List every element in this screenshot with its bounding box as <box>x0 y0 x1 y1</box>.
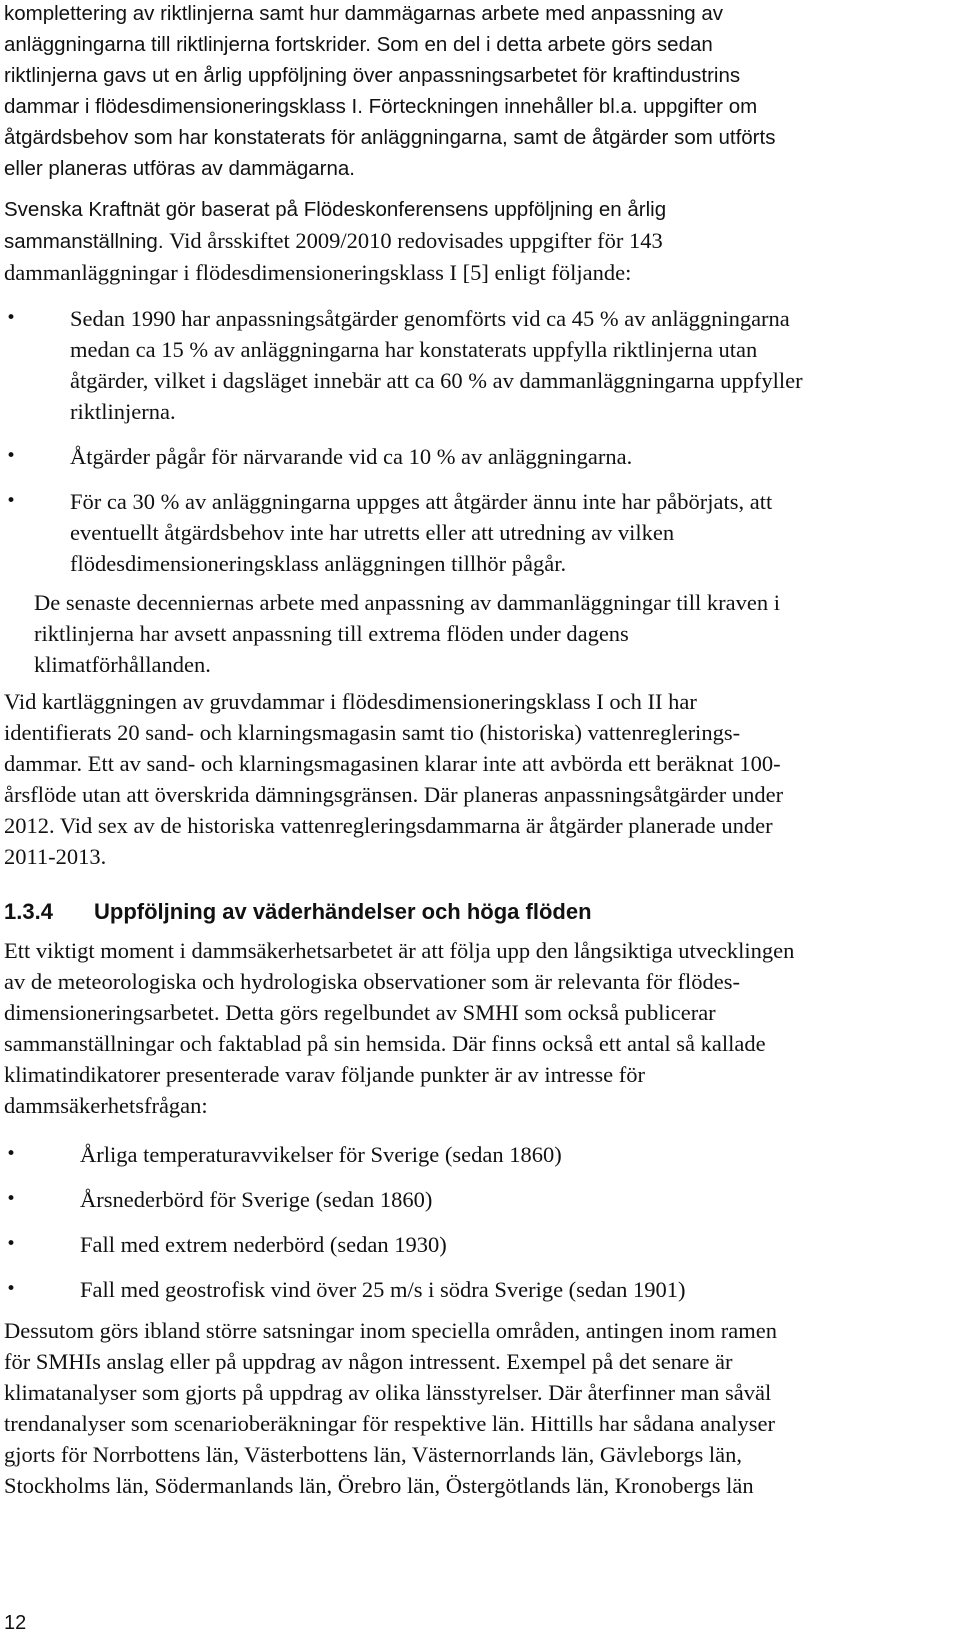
section-heading <box>4 896 934 927</box>
bullet-icon: • <box>6 308 17 328</box>
list-item <box>4 1184 934 1215</box>
text-line: eventuellt åtgärdsbehov inte har utretts eller att utredning av vilken <box>70 520 675 545</box>
text-line: gjorts för Norrbottens län, Västerbottens län, Västernorrlands län, Gävleborgs län, <box>4 1442 742 1467</box>
list-item <box>4 1274 934 1305</box>
text-line: riktlinjerna gavs ut en årlig uppföljning över anpassningsarbetet för kraftindustrins <box>4 64 741 87</box>
intro-paragraph <box>4 0 934 184</box>
text-line: åtgärder, vilket i dagsläget innebär att ca 60 % av dammanläggningarna uppfyller <box>70 368 803 393</box>
svk-paragraph <box>4 194 934 289</box>
text-line: dimensioneringsarbetet. Detta görs regelbundet av SMHI som också publicerar <box>4 1000 716 1025</box>
text-line: dammar. Ett av sand- och klarningsmagasinen klarar inte att avbörda ett beräknat 100- <box>4 751 781 776</box>
text-line: för SMHIs anslag eller på uppdrag av någon intressent. Exempel på det senare är <box>4 1349 733 1374</box>
text-line: dammar i flödesdimensioneringsklass I. Förteckningen innehåller bl.a. uppgifter om <box>4 95 758 118</box>
bullet-icon: • <box>6 491 17 511</box>
text-line: Åtgärder pågår för närvarande vid ca 10 % av anläggningarna. <box>70 444 633 469</box>
document-page <box>4 0 934 1501</box>
list-item <box>4 441 934 472</box>
text-line: av de meteorologiska och hydrologiska observationer som är relevanta för flödes- <box>4 969 741 994</box>
text-line: riktlinjerna har avsett anpassning till extrema flöden under dagens <box>34 621 629 646</box>
text-line: Vid årsskiftet 2009/2010 redovisades uppgifter för 143 <box>169 228 663 253</box>
text-line: identifierats 20 sand- och klarningsmagasin samt tio (historiska) vattenreglerings- <box>4 720 741 745</box>
bullet-icon: • <box>6 1279 17 1299</box>
list-item-text: Årliga temperaturavvikelser för Sverige (sedan 1860) <box>80 1142 562 1167</box>
text-line: Ett viktigt moment i dammsäkerhetsarbetet är att följa upp den långsiktiga utvecklingen <box>4 938 795 963</box>
text-line: klimatanalyser som gjorts på uppdrag av olika länsstyrelser. Där återfinner man såväl <box>4 1380 772 1405</box>
text-line: De senaste decenniernas arbete med anpassning av dammanläggningar till kraven i <box>34 590 780 615</box>
indicator-list <box>4 1139 934 1305</box>
text-line: Dessutom görs ibland större satsningar inom speciella områden, antingen inom ramen <box>4 1318 777 1343</box>
list-item <box>4 303 934 427</box>
bullet-icon: • <box>6 446 17 466</box>
bullet-icon: • <box>6 1234 17 1254</box>
text-line: Svenska Kraftnät gör baserat på Flödeskonferensens uppföljning en årlig <box>4 198 667 221</box>
text-line: flödesdimensioneringsklass anläggningen tillhör pågår. <box>70 551 567 576</box>
list-item-text: Årsnederbörd för Sverige (sedan 1860) <box>80 1187 433 1212</box>
list-item <box>4 486 934 579</box>
text-line: medan ca 15 % av anläggningarna har konstaterats uppfylla riktlinjerna utan <box>70 337 758 362</box>
page-number: 12 <box>4 1612 27 1634</box>
monitoring-paragraph <box>4 935 934 1121</box>
list-item <box>4 1229 934 1260</box>
text-line: komplettering av riktlinjerna samt hur dammägarnas arbete med anpassning av <box>4 2 724 25</box>
text-line: För ca 30 % av anläggningarna uppges att åtgärder ännu inte har påbörjats, att <box>70 489 773 514</box>
text-line: riktlinjerna. <box>70 399 176 424</box>
text-line: trendanalyser som scenarioberäkningar för respektive län. Hittills har sådana analyser <box>4 1411 775 1436</box>
text-line: årsflöde utan att överskrida dämningsgränsen. Där planeras anpassningsåtgärder under <box>4 782 784 807</box>
section-number: 1.3.4 <box>4 899 53 924</box>
text-line: åtgärdsbehov som har konstaterats för anläggningarna, samt de åtgärder som utförts <box>4 126 776 149</box>
list-item-text: Fall med geostrofisk vind över 25 m/s i södra Sverige (sedan 1901) <box>80 1277 686 1302</box>
text-line: klimatförhållanden. <box>34 652 211 677</box>
decades-paragraph <box>4 587 934 680</box>
text-line: 2011-2013. <box>4 844 107 869</box>
mining-dams-paragraph <box>4 686 934 872</box>
text-line: sammanställning. <box>4 230 170 253</box>
text-line: Sedan 1990 har anpassningsåtgärder genomförts vid ca 45 % av anläggningarna <box>70 306 790 331</box>
list-item <box>4 1139 934 1170</box>
text-line: anläggningarna till riktlinjerna fortskrider. Som en del i detta arbete görs sedan <box>4 33 713 56</box>
bullet-icon: • <box>6 1144 17 1164</box>
analysis-paragraph <box>4 1315 934 1501</box>
list-item-text: Fall med extrem nederbörd (sedan 1930) <box>80 1232 447 1257</box>
status-list <box>4 303 934 579</box>
text-line: sammanställningar och faktablad på sin hemsida. Där finns också ett antal så kallade <box>4 1031 766 1056</box>
text-line: 2012. Vid sex av de historiska vattenregleringsdammarna är åtgärder planerade under <box>4 813 773 838</box>
text-line: klimatindikatorer presenterade varav följande punkter är av intresse för <box>4 1062 645 1087</box>
text-line: Vid kartläggningen av gruvdammar i flödesdimensioneringsklass I och II har <box>4 689 697 714</box>
text-line: eller planeras utföras av dammägarna. <box>4 157 355 180</box>
text-line: dammanläggningar i flödesdimensioneringsklass I [5] enligt följande: <box>4 260 632 285</box>
bullet-icon: • <box>6 1189 17 1209</box>
text-line: Stockholms län, Södermanlands län, Örebro län, Östergötlands län, Kronobergs län <box>4 1473 754 1498</box>
text-line: dammsäkerhetsfrågan: <box>4 1093 208 1118</box>
section-title: Uppföljning av väderhändelser och höga flöden <box>94 899 592 924</box>
